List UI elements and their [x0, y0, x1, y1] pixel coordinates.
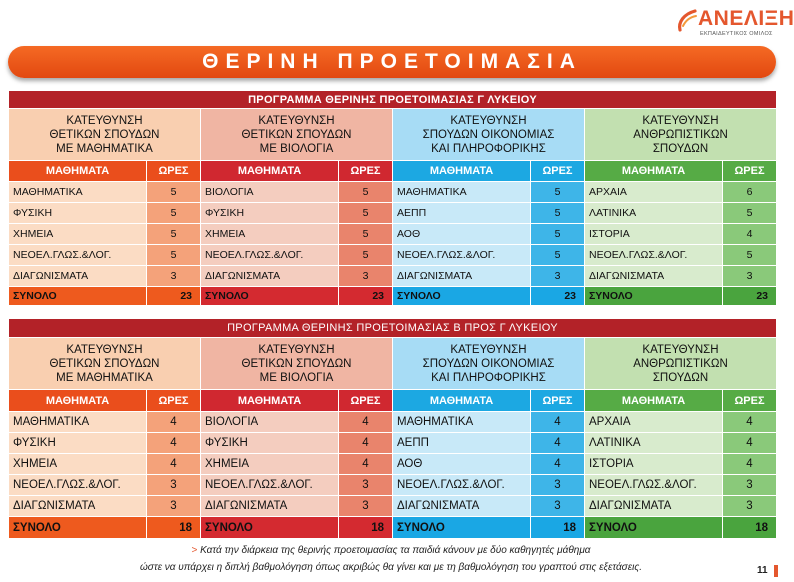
subject-cell: ΝΕΟΕΛ.ΓΛΩΣ.&ΛΟΓ. — [9, 475, 147, 496]
column-header-subjects: ΜΑΘΗΜΑΤΑ — [585, 161, 723, 182]
group-heading: ΚΑΤΕΥΘΥΝΣΗ ΘΕΤΙΚΩΝ ΣΠΟΥΔΩΝ ΜΕ ΒΙΟΛΟΓΙΑ — [201, 338, 393, 390]
table-row — [9, 475, 777, 496]
group-heading: ΚΑΤΕΥΘΥΝΣΗ ΣΠΟΥΔΩΝ ΟΙΚΟΝΟΜΙΑΣ ΚΑΙ ΠΛΗΡΟΦΟΡΙΚΗΣ — [393, 338, 585, 390]
subject-cell: ΔΙΑΓΩΝΙΣΜΑΤΑ — [9, 496, 147, 517]
schedule-table-b-pros-c-lykeiou — [8, 318, 777, 539]
column-header-hours: ΩΡΕΣ — [339, 161, 393, 182]
total-label: ΣΥΝΟΛΟ — [201, 517, 339, 539]
subject-cell: ΝΕΟΕΛ.ΓΛΩΣ.&ΛΟΓ. — [585, 245, 723, 266]
subject-cell: ΑΟΘ — [393, 454, 531, 475]
footnote-line-1 — [0, 545, 782, 556]
subject-cell: ΧΗΜΕΙΑ — [201, 224, 339, 245]
total-label: ΣΥΝΟΛΟ — [201, 287, 339, 306]
hours-cell: 4 — [339, 433, 393, 454]
column-header-subjects: ΜΑΘΗΜΑΤΑ — [201, 161, 339, 182]
logo-swirl-icon — [676, 8, 698, 34]
hours-cell: 4 — [147, 454, 201, 475]
subject-cell: ΝΕΟΕΛ.ΓΛΩΣ.&ΛΟΓ. — [9, 245, 147, 266]
hours-cell: 5 — [339, 182, 393, 203]
subject-cell: ΜΑΘΗΜΑΤΙΚΑ — [9, 182, 147, 203]
hours-cell: 3 — [723, 496, 777, 517]
hours-cell: 3 — [339, 475, 393, 496]
footnote-text-1: Κατά την διάρκεια της θερινής προετοιμασίας τα παιδιά κάνουν με δύο καθηγητές μάθημα — [200, 545, 591, 556]
subject-cell: ΔΙΑΓΩΝΙΣΜΑΤΑ — [201, 266, 339, 287]
hours-cell: 3 — [147, 475, 201, 496]
hours-cell: 5 — [147, 224, 201, 245]
total-label: ΣΥΝΟΛΟ — [585, 517, 723, 539]
table-row — [9, 224, 777, 245]
subject-cell: ΑΕΠΠ — [393, 433, 531, 454]
hours-cell: 3 — [531, 496, 585, 517]
column-header-hours: ΩΡΕΣ — [147, 161, 201, 182]
total-hours: 23 — [723, 287, 777, 306]
logo-subtitle: ΕΚΠΑΙΔΕΥΤΙΚΟΣ ΟΜΙΛΟΣ — [700, 31, 773, 37]
subject-cell: ΜΑΘΗΜΑΤΙΚΑ — [9, 412, 147, 433]
subject-cell: ΛΑΤΙΝΙΚΑ — [585, 433, 723, 454]
subject-cell: ΔΙΑΓΩΝΙΣΜΑΤΑ — [585, 496, 723, 517]
hours-cell: 5 — [531, 224, 585, 245]
column-header-hours: ΩΡΕΣ — [339, 390, 393, 412]
hours-cell: 4 — [531, 412, 585, 433]
table-row — [9, 433, 777, 454]
total-hours: 18 — [531, 517, 585, 539]
hours-cell: 3 — [531, 475, 585, 496]
subject-cell: ΧΗΜΕΙΑ — [9, 224, 147, 245]
group-heading: ΚΑΤΕΥΘΥΝΣΗ ΣΠΟΥΔΩΝ ΟΙΚΟΝΟΜΙΑΣ ΚΑΙ ΠΛΗΡΟΦΟΡΙΚΗΣ — [393, 109, 585, 161]
subject-cell: ΝΕΟΕΛ.ΓΛΩΣ.&ΛΟΓ. — [393, 245, 531, 266]
hours-cell: 5 — [147, 182, 201, 203]
logo — [676, 6, 794, 40]
total-hours: 23 — [531, 287, 585, 306]
group-heading: ΚΑΤΕΥΘΥΝΣΗ ΑΝΘΡΩΠΙΣΤΙΚΩΝ ΣΠΟΥΔΩΝ — [585, 109, 777, 161]
subject-cell: ΝΕΟΕΛ.ΓΛΩΣ.&ΛΟΓ. — [393, 475, 531, 496]
subject-cell: ΔΙΑΓΩΝΙΣΜΑΤΑ — [201, 496, 339, 517]
table-row — [9, 245, 777, 266]
hours-cell: 5 — [723, 203, 777, 224]
group-heading: ΚΑΤΕΥΘΥΝΣΗ ΘΕΤΙΚΩΝ ΣΠΟΥΔΩΝ ΜΕ ΜΑΘΗΜΑΤΙΚΑ — [9, 338, 201, 390]
subject-cell: ΔΙΑΓΩΝΙΣΜΑΤΑ — [393, 496, 531, 517]
hours-cell: 5 — [339, 245, 393, 266]
subject-cell: ΜΑΘΗΜΑΤΙΚΑ — [393, 412, 531, 433]
total-hours: 18 — [339, 517, 393, 539]
subject-cell: ΝΕΟΕΛ.ΓΛΩΣ.&ΛΟΓ. — [201, 245, 339, 266]
hours-cell: 5 — [147, 245, 201, 266]
subject-cell: ΒΙΟΛΟΓΙΑ — [201, 412, 339, 433]
hours-cell: 4 — [531, 454, 585, 475]
hours-cell: 5 — [339, 203, 393, 224]
hours-cell: 5 — [531, 245, 585, 266]
column-header-hours: ΩΡΕΣ — [723, 390, 777, 412]
hours-cell: 4 — [723, 412, 777, 433]
column-header-subjects: ΜΑΘΗΜΑΤΑ — [9, 161, 147, 182]
hours-cell: 5 — [531, 182, 585, 203]
hours-cell: 6 — [723, 182, 777, 203]
logo-name: ΑΝΕΛΙΞΗ — [698, 7, 794, 30]
hours-cell: 3 — [723, 475, 777, 496]
subject-cell: ΙΣΤΟΡΙΑ — [585, 454, 723, 475]
subject-cell: ΑΕΠΠ — [393, 203, 531, 224]
subject-cell: ΒΙΟΛΟΓΙΑ — [201, 182, 339, 203]
subject-cell: ΔΙΑΓΩΝΙΣΜΑΤΑ — [393, 266, 531, 287]
hours-cell: 3 — [339, 266, 393, 287]
arrow-icon: > — [191, 545, 198, 556]
table-caption: ΠΡΟΓΡΑΜΜΑ ΘΕΡΙΝΗΣ ΠΡΟΕΤΟΙΜΑΣΙΑΣ Γ ΛΥΚΕΙΟΥ — [9, 91, 777, 109]
page-number: 11 — [757, 565, 768, 576]
total-label: ΣΥΝΟΛΟ — [9, 287, 147, 306]
hours-cell: 5 — [723, 245, 777, 266]
column-header-subjects: ΜΑΘΗΜΑΤΑ — [393, 161, 531, 182]
page-marker — [774, 565, 778, 577]
column-header-hours: ΩΡΕΣ — [147, 390, 201, 412]
table-row — [9, 454, 777, 475]
table-row — [9, 266, 777, 287]
hours-cell: 4 — [147, 433, 201, 454]
subject-cell: ΝΕΟΕΛ.ΓΛΩΣ.&ΛΟΓ. — [201, 475, 339, 496]
total-hours: 23 — [339, 287, 393, 306]
column-header-hours: ΩΡΕΣ — [531, 390, 585, 412]
page-title: ΘΕΡΙΝΗ ΠΡΟΕΤΟΙΜΑΣΙΑ — [8, 46, 776, 78]
hours-cell: 4 — [339, 454, 393, 475]
group-heading: ΚΑΤΕΥΘΥΝΣΗ ΑΝΘΡΩΠΙΣΤΙΚΩΝ ΣΠΟΥΔΩΝ — [585, 338, 777, 390]
column-header-subjects: ΜΑΘΗΜΑΤΑ — [201, 390, 339, 412]
total-hours: 23 — [147, 287, 201, 306]
hours-cell: 4 — [723, 433, 777, 454]
subject-cell: ΑΟΘ — [393, 224, 531, 245]
hours-cell: 4 — [723, 224, 777, 245]
total-hours: 18 — [147, 517, 201, 539]
table-row — [9, 412, 777, 433]
group-heading: ΚΑΤΕΥΘΥΝΣΗ ΘΕΤΙΚΩΝ ΣΠΟΥΔΩΝ ΜΕ ΜΑΘΗΜΑΤΙΚΑ — [9, 109, 201, 161]
column-header-subjects: ΜΑΘΗΜΑΤΑ — [585, 390, 723, 412]
hours-cell: 3 — [147, 266, 201, 287]
subject-cell: ΦΥΣΙΚΗ — [9, 203, 147, 224]
column-header-hours: ΩΡΕΣ — [723, 161, 777, 182]
total-label: ΣΥΝΟΛΟ — [393, 287, 531, 306]
schedule-table-c-lykeiou — [8, 90, 777, 306]
table-row — [9, 182, 777, 203]
subject-cell: ΜΑΘΗΜΑΤΙΚΑ — [393, 182, 531, 203]
total-label: ΣΥΝΟΛΟ — [393, 517, 531, 539]
total-row — [9, 517, 777, 539]
total-row — [9, 287, 777, 306]
column-header-hours: ΩΡΕΣ — [531, 161, 585, 182]
footnote-text-2: ώστε να υπάρχει η διπλή βαθμολόγηση όπως ακριβώς θα γίνει και με τη βαθμολόγηση του γραπτού στις εξετάσεις. — [140, 562, 642, 573]
table-row — [9, 203, 777, 224]
column-header-subjects: ΜΑΘΗΜΑΤΑ — [9, 390, 147, 412]
subject-cell: ΑΡΧΑΙΑ — [585, 182, 723, 203]
subject-cell: ΔΙΑΓΩΝΙΣΜΑΤΑ — [9, 266, 147, 287]
subject-cell: ΦΥΣΙΚΗ — [201, 433, 339, 454]
hours-cell: 4 — [339, 412, 393, 433]
hours-cell: 5 — [147, 203, 201, 224]
subject-cell: ΑΡΧΑΙΑ — [585, 412, 723, 433]
hours-cell: 5 — [339, 224, 393, 245]
subject-cell: ΙΣΤΟΡΙΑ — [585, 224, 723, 245]
hours-cell: 3 — [531, 266, 585, 287]
hours-cell: 3 — [723, 266, 777, 287]
table-caption: ΠΡΟΓΡΑΜΜΑ ΘΕΡΙΝΗΣ ΠΡΟΕΤΟΙΜΑΣΙΑΣ Β ΠΡΟΣ Γ ΛΥΚΕΙΟΥ — [9, 319, 777, 338]
total-hours: 18 — [723, 517, 777, 539]
total-label: ΣΥΝΟΛΟ — [9, 517, 147, 539]
subject-cell: ΔΙΑΓΩΝΙΣΜΑΤΑ — [585, 266, 723, 287]
hours-cell: 3 — [339, 496, 393, 517]
group-heading: ΚΑΤΕΥΘΥΝΣΗ ΘΕΤΙΚΩΝ ΣΠΟΥΔΩΝ ΜΕ ΒΙΟΛΟΓΙΑ — [201, 109, 393, 161]
subject-cell: ΧΗΜΕΙΑ — [9, 454, 147, 475]
subject-cell: ΦΥΣΙΚΗ — [9, 433, 147, 454]
hours-cell: 3 — [147, 496, 201, 517]
subject-cell: ΛΑΤΙΝΙΚΑ — [585, 203, 723, 224]
subject-cell: ΦΥΣΙΚΗ — [201, 203, 339, 224]
hours-cell: 4 — [531, 433, 585, 454]
hours-cell: 4 — [147, 412, 201, 433]
hours-cell: 5 — [531, 203, 585, 224]
table-row — [9, 496, 777, 517]
hours-cell: 4 — [723, 454, 777, 475]
total-label: ΣΥΝΟΛΟ — [585, 287, 723, 306]
subject-cell: ΧΗΜΕΙΑ — [201, 454, 339, 475]
subject-cell: ΝΕΟΕΛ.ΓΛΩΣ.&ΛΟΓ. — [585, 475, 723, 496]
column-header-subjects: ΜΑΘΗΜΑΤΑ — [393, 390, 531, 412]
